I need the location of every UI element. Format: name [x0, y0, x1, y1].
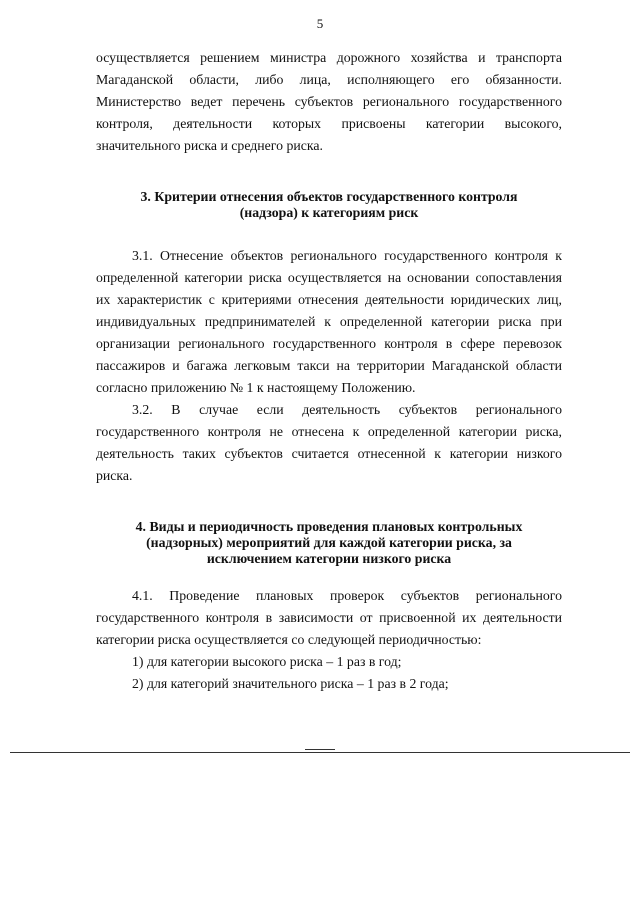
section-3-heading-line-2: (надзора) к категориям риск — [239, 205, 419, 220]
page-separator-line — [10, 752, 630, 753]
intro-line: Министерство ведет перечень субъектов регионального государственного — [96, 94, 562, 109]
intro-line: контроля, деятельности которых присвоены категории высокого, — [96, 116, 562, 131]
document-body — [96, 47, 562, 695]
intro-line: осуществляется решением министра дорожного хозяйства и транспорта — [96, 50, 562, 65]
separator-accent — [305, 749, 335, 750]
intro-line: значительного риска и среднего риска. — [96, 138, 323, 153]
section-4-heading-line-3: исключением категории низкого риска — [206, 551, 452, 566]
section-4-heading-line-2: (надзорных) мероприятий для каждой категории риска, за — [146, 535, 512, 550]
section-4-heading — [96, 519, 562, 567]
intro-line: Магаданской области, либо лица, исполняющего его обязанности. — [96, 72, 562, 87]
section-4-heading-line-1: 4. Виды и периодичность проведения плановых контрольных — [135, 519, 523, 534]
section-3-heading — [96, 189, 562, 221]
list-item: 2) для категорий значительного риска – 1 раз в 2 года; — [132, 676, 449, 691]
section-3-heading-line-1: 3. Критерии отнесения объектов государственного контроля — [140, 189, 518, 204]
intro-paragraph — [96, 47, 562, 157]
paragraph-3-1: 3.1. Отнесение объектов регионального государственного контроля к определенной категории риска осуществляется на основании сопоставления их характеристик с критериями отнесения деятельности юридических лиц, индивидуальных предпринимателей к определенной категории риска при организации регионального государственного контроля в сфере перевозок пассажиров и багажа легковым такси на территории Магаданской области согласно приложению № 1 к настоящему Положению. — [96, 248, 562, 395]
paragraph-4-1: 4.1. Проведение плановых проверок субъектов регионального государственного контроля в зависимости от присвоенной их деятельности категории риска осуществляется со следующей периодичностью: — [96, 588, 562, 647]
list-item: 1) для категории высокого риска – 1 раз в год; — [132, 654, 402, 669]
page-number: 5 — [316, 16, 324, 31]
paragraph-3-2: 3.2. В случае если деятельность субъектов регионального государственного контроля не отнесена к определенной категории риска, деятельность таких субъектов считается отнесенной к категории низкого риска. — [96, 402, 562, 483]
